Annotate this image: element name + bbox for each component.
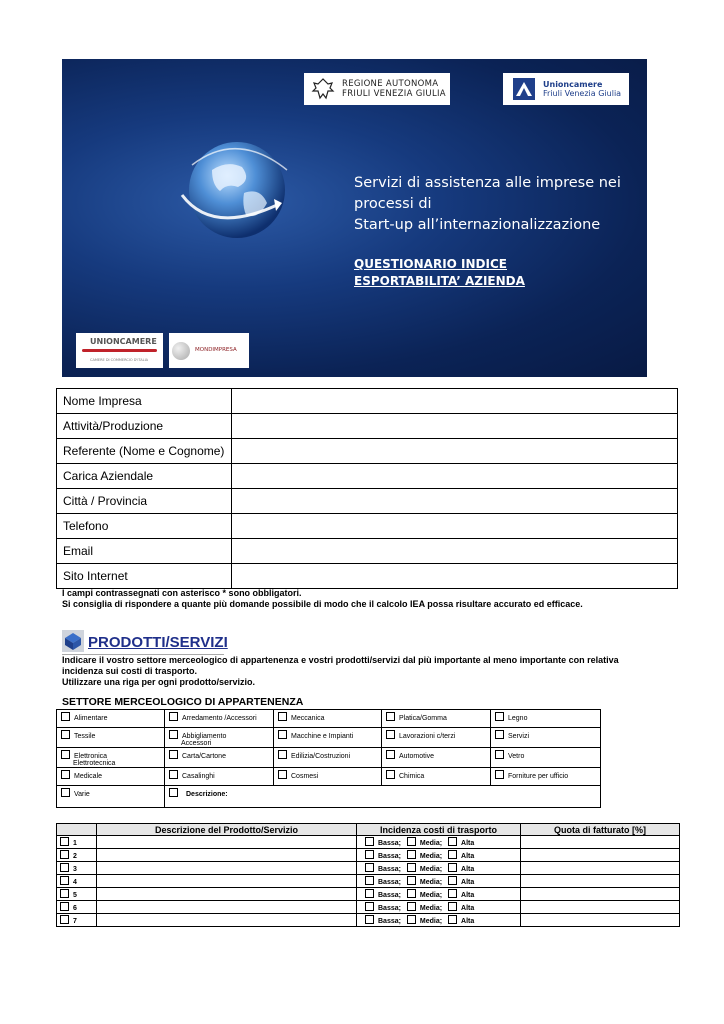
settore-option[interactable] <box>274 748 382 768</box>
description-input[interactable] <box>97 836 357 849</box>
option-label: Cosmesi <box>291 773 319 780</box>
option-label: Bassa; <box>378 879 401 886</box>
field-input[interactable] <box>232 514 678 539</box>
transport-cost-options <box>357 849 521 862</box>
settore-description-field[interactable] <box>165 786 601 808</box>
option-label: Alta <box>461 918 475 925</box>
field-label: Email <box>57 539 232 564</box>
section-intro <box>62 655 682 688</box>
option-label: Alta <box>461 853 475 860</box>
intro-line: Indicare il vostro settore merceologico di appartenenza e vostri prodotti/servizi dal più importante al meno importante con relativa <box>62 655 619 665</box>
option-label: Medicale <box>74 773 103 780</box>
checkbox-media[interactable] <box>407 902 416 911</box>
row-select[interactable] <box>57 914 97 927</box>
table-row <box>57 539 678 564</box>
sphere-icon <box>172 342 190 360</box>
checkbox[interactable] <box>61 770 70 779</box>
table-row <box>57 849 680 862</box>
revenue-share-input[interactable] <box>521 875 680 888</box>
checkbox-alta[interactable] <box>448 863 457 872</box>
field-input[interactable] <box>232 489 678 514</box>
description-input[interactable] <box>97 875 357 888</box>
table-header <box>57 824 680 836</box>
unioncamere-fvg-logo <box>503 73 629 105</box>
option-label: Elettronica <box>74 753 108 760</box>
checkbox-alta[interactable] <box>448 876 457 885</box>
row-select[interactable] <box>57 901 97 914</box>
table-row <box>57 888 680 901</box>
row-number: 4 <box>73 879 77 886</box>
checkbox[interactable] <box>495 712 504 721</box>
option-label: Casalinghi <box>182 773 215 780</box>
regione-fvg-logo <box>304 73 450 105</box>
intro-line: incidenza sui costi di trasporto. <box>62 666 198 676</box>
table-row <box>57 786 601 808</box>
settore-option[interactable] <box>491 768 601 786</box>
checkbox[interactable] <box>169 730 178 739</box>
banner-subtitle-line: QUESTIONARIO INDICE <box>354 257 507 271</box>
option-label: Alta <box>461 892 475 899</box>
transport-cost-options <box>357 901 521 914</box>
mandatory-note <box>62 588 583 610</box>
table-row <box>57 748 601 768</box>
option-label: Elettrotecnica <box>73 760 116 767</box>
option-label: Meccanica <box>291 715 325 722</box>
checkbox[interactable] <box>386 750 395 759</box>
table-row <box>57 836 680 849</box>
eagle-icon <box>310 76 336 102</box>
option-label: Bassa; <box>378 840 401 847</box>
checkbox-media[interactable] <box>407 876 416 885</box>
unioncamere-mark-icon <box>511 76 537 102</box>
banner-title-line: Start-up all’internazionalizzazione <box>354 217 601 233</box>
settore-option[interactable] <box>382 710 491 728</box>
option-label: Forniture per ufficio <box>508 773 569 780</box>
banner-subtitle <box>354 256 639 290</box>
table-row <box>57 728 601 748</box>
option-label: Alimentare <box>74 715 108 722</box>
row-number: 7 <box>73 918 77 925</box>
settore-option[interactable] <box>491 710 601 728</box>
row-select[interactable] <box>57 875 97 888</box>
option-label: Media; <box>419 866 443 873</box>
table-row <box>57 439 678 464</box>
settore-option[interactable] <box>274 710 382 728</box>
settore-option[interactable] <box>165 728 274 748</box>
note-line: Si consiglia di rispondere a quante più domande possibile di modo che il calcolo IEA possa risultare accurato ed efficace. <box>62 599 583 609</box>
checkbox-bassa[interactable] <box>365 902 374 911</box>
option-label: Automotive <box>399 753 435 760</box>
settore-title: SETTORE MERCEOLOGICO DI APPARTENENZA <box>62 696 304 708</box>
option-label: Descrizione: <box>186 791 228 798</box>
settore-option[interactable] <box>57 768 165 786</box>
table-row <box>57 464 678 489</box>
logo-text: Unioncamere <box>543 80 603 89</box>
checkbox-media[interactable] <box>407 850 416 859</box>
checkbox-bassa[interactable] <box>365 889 374 898</box>
settore-option[interactable] <box>165 768 274 786</box>
field-input[interactable] <box>232 439 678 464</box>
revenue-share-input[interactable] <box>521 836 680 849</box>
checkbox[interactable] <box>278 730 287 739</box>
checkbox-alta[interactable] <box>448 915 457 924</box>
option-label: Legno <box>508 715 528 722</box>
field-input[interactable] <box>232 539 678 564</box>
row-number: 3 <box>73 866 77 873</box>
column-header: Descrizione del Prodotto/Servizio <box>97 824 357 836</box>
checkbox[interactable] <box>169 712 178 721</box>
checkbox-alta[interactable] <box>448 837 457 846</box>
field-label: Città / Provincia <box>57 489 232 514</box>
checkbox-media[interactable] <box>407 889 416 898</box>
option-label: Alta <box>461 905 475 912</box>
checkbox[interactable] <box>386 770 395 779</box>
option-label: Media; <box>419 840 443 847</box>
settore-option[interactable] <box>274 728 382 748</box>
settore-option[interactable] <box>57 710 165 728</box>
option-label: Platica/Gomma <box>399 715 447 722</box>
field-label: Carica Aziendale <box>57 464 232 489</box>
checkbox[interactable] <box>60 889 69 898</box>
description-input[interactable] <box>97 849 357 862</box>
table-row <box>57 901 680 914</box>
option-label: Bassa; <box>378 918 401 925</box>
checkbox-media[interactable] <box>407 837 416 846</box>
revenue-share-input[interactable] <box>521 849 680 862</box>
settore-option[interactable] <box>491 728 601 748</box>
row-number: 1 <box>73 840 77 847</box>
table-row <box>57 710 601 728</box>
settore-option[interactable] <box>491 748 601 768</box>
option-label: Media; <box>419 918 443 925</box>
banner-title-line: processi di <box>354 196 432 212</box>
checkbox[interactable] <box>60 915 69 924</box>
field-label: Sito Internet <box>57 564 232 589</box>
option-label: Alta <box>461 840 475 847</box>
header-banner <box>62 59 647 377</box>
field-input[interactable] <box>232 414 678 439</box>
option-label: Bassa; <box>378 892 401 899</box>
settore-option[interactable] <box>57 748 165 768</box>
checkbox-alta[interactable] <box>448 902 457 911</box>
logo-text: REGIONE AUTONOMA <box>342 79 439 89</box>
option-label: Tessile <box>74 733 96 740</box>
checkbox[interactable] <box>386 730 395 739</box>
option-label: Macchine e Impianti <box>291 733 354 740</box>
settore-option-varie[interactable] <box>57 786 165 808</box>
products-table <box>56 823 680 927</box>
revenue-share-input[interactable] <box>521 901 680 914</box>
checkbox[interactable] <box>169 750 178 759</box>
settore-table <box>56 709 601 808</box>
settore-option[interactable] <box>274 768 382 786</box>
column-header <box>57 824 97 836</box>
field-label: Referente (Nome e Cognome) <box>57 439 232 464</box>
checkbox-bassa[interactable] <box>365 915 374 924</box>
row-number: 5 <box>73 892 77 899</box>
note-line: I campi contrassegnati con asterisco * sono obbligatori. <box>62 588 302 598</box>
option-label: Edilizia/Costruzioni <box>291 753 351 760</box>
column-header: Quota di fatturato [%] <box>521 824 680 836</box>
logo-text: FRIULI VENEZIA GIULIA <box>342 89 446 99</box>
checkbox-alta[interactable] <box>448 889 457 898</box>
row-select[interactable] <box>57 862 97 875</box>
checkbox[interactable] <box>169 788 178 797</box>
checkbox[interactable] <box>60 902 69 911</box>
settore-option[interactable] <box>382 728 491 748</box>
revenue-share-input[interactable] <box>521 862 680 875</box>
option-label: Media; <box>419 853 443 860</box>
section-heading <box>62 628 228 652</box>
description-input[interactable] <box>97 862 357 875</box>
checkbox-alta[interactable] <box>448 850 457 859</box>
checkbox[interactable] <box>60 863 69 872</box>
description-input[interactable] <box>97 888 357 901</box>
option-label: Alta <box>461 879 475 886</box>
logo-text: CAMERE DI COMMERCIO D'ITALIA <box>90 358 149 362</box>
checkbox[interactable] <box>278 770 287 779</box>
mondimpresa-logo <box>169 333 249 368</box>
logo-text: Friuli Venezia Giulia <box>543 89 622 98</box>
settore-option[interactable] <box>165 710 274 728</box>
revenue-share-input[interactable] <box>521 888 680 901</box>
banner-title <box>354 173 639 236</box>
checkbox-media[interactable] <box>407 863 416 872</box>
option-label: Accessori <box>181 740 212 747</box>
option-label: Alta <box>461 866 475 873</box>
field-label: Telefono <box>57 514 232 539</box>
logo-text: UNIONCAMERE <box>90 337 157 346</box>
section-title: PRODOTTI/SERVIZI <box>88 634 228 651</box>
field-label: Attività/Produzione <box>57 414 232 439</box>
table-row <box>57 514 678 539</box>
row-number: 6 <box>73 905 77 912</box>
checkbox-media[interactable] <box>407 915 416 924</box>
checkbox[interactable] <box>495 750 504 759</box>
option-label: Bassa; <box>378 853 401 860</box>
option-label: Varie <box>74 791 90 798</box>
globe-icon <box>172 125 302 255</box>
field-label: Nome Impresa <box>57 389 232 414</box>
checkbox[interactable] <box>169 770 178 779</box>
table-row <box>57 875 680 888</box>
option-label: Media; <box>419 879 443 886</box>
checkbox[interactable] <box>61 730 70 739</box>
option-label: Bassa; <box>378 866 401 873</box>
checkbox[interactable] <box>278 712 287 721</box>
row-select[interactable] <box>57 836 97 849</box>
row-select[interactable] <box>57 849 97 862</box>
row-number: 2 <box>73 853 77 860</box>
option-label: Abbigliamento <box>182 733 227 740</box>
option-label: Lavorazioni c/terzi <box>399 733 456 740</box>
transport-cost-options <box>357 888 521 901</box>
option-label: Carta/Cartone <box>182 753 226 760</box>
table-row <box>57 389 678 414</box>
checkbox[interactable] <box>495 770 504 779</box>
box-icon <box>62 630 84 652</box>
settore-option[interactable] <box>382 768 491 786</box>
settore-option[interactable] <box>382 748 491 768</box>
settore-option[interactable] <box>57 728 165 748</box>
table-row <box>57 489 678 514</box>
checkbox-bassa[interactable] <box>365 850 374 859</box>
revenue-share-input[interactable] <box>521 914 680 927</box>
intro-line: Utilizzare una riga per ogni prodotto/servizio. <box>62 677 256 687</box>
transport-cost-options <box>357 836 521 849</box>
company-info-table <box>56 388 678 589</box>
table-row <box>57 914 680 927</box>
row-select[interactable] <box>57 888 97 901</box>
table-row <box>57 768 601 786</box>
checkbox[interactable] <box>60 876 69 885</box>
transport-cost-options <box>357 862 521 875</box>
description-input[interactable] <box>97 901 357 914</box>
checkbox[interactable] <box>61 788 70 797</box>
logo-swoosh <box>82 349 157 352</box>
checkbox[interactable] <box>495 730 504 739</box>
option-label: Chimica <box>399 773 425 780</box>
checkbox-bassa[interactable] <box>365 863 374 872</box>
description-input[interactable] <box>97 914 357 927</box>
field-input[interactable] <box>232 564 678 589</box>
table-row <box>57 564 678 589</box>
unioncamere-logo <box>76 333 163 368</box>
banner-title-line: Servizi di assistenza alle imprese nei <box>354 175 621 191</box>
checkbox-bassa[interactable] <box>365 876 374 885</box>
checkbox[interactable] <box>60 837 69 846</box>
checkbox[interactable] <box>386 712 395 721</box>
transport-cost-options <box>357 914 521 927</box>
banner-subtitle-line: ESPORTABILITA’ AZIENDA <box>354 274 525 288</box>
checkbox-bassa[interactable] <box>365 837 374 846</box>
table-row <box>57 414 678 439</box>
option-label: Vetro <box>508 753 525 760</box>
option-label: Media; <box>419 905 443 912</box>
logo-text: MONDIMPRESA <box>195 347 237 353</box>
option-label: Arredamento /Accessori <box>182 715 257 722</box>
transport-cost-options <box>357 875 521 888</box>
option-label: Media; <box>419 892 443 899</box>
checkbox[interactable] <box>60 850 69 859</box>
checkbox[interactable] <box>61 750 70 759</box>
option-label: Bassa; <box>378 905 401 912</box>
checkbox[interactable] <box>278 750 287 759</box>
checkbox[interactable] <box>61 712 70 721</box>
field-input[interactable] <box>232 464 678 489</box>
option-label: Servizi <box>508 733 530 740</box>
field-input[interactable] <box>232 389 678 414</box>
column-header: Incidenza costi di trasporto <box>357 824 521 836</box>
table-row <box>57 862 680 875</box>
settore-option[interactable] <box>165 748 274 768</box>
